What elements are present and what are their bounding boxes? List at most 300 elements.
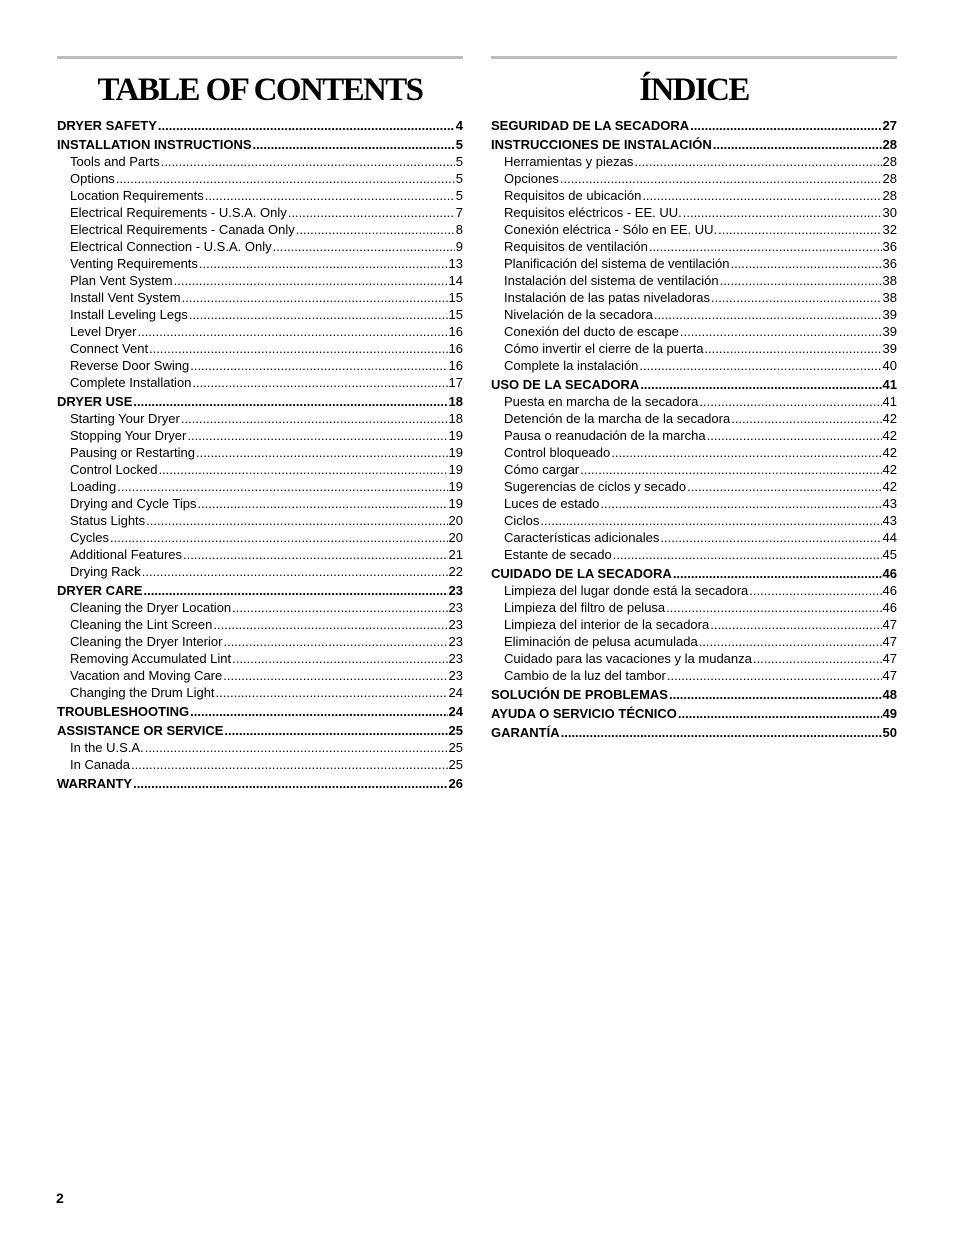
dot-leader bbox=[718, 221, 881, 238]
dot-leader bbox=[116, 170, 455, 187]
entry-label: Venting Requirements bbox=[70, 256, 198, 271]
entry-label: Cleaning the Lint Screen bbox=[70, 617, 213, 632]
dot-leader bbox=[639, 357, 881, 374]
dot-leader bbox=[707, 427, 882, 444]
toc-subentry bbox=[57, 427, 463, 444]
dot-leader bbox=[580, 461, 881, 478]
toc-subentry bbox=[491, 357, 897, 374]
dot-leader bbox=[713, 136, 882, 153]
entry-label: Requisitos de ubicación bbox=[504, 188, 642, 203]
dot-leader bbox=[223, 633, 447, 650]
toc-subentry bbox=[57, 667, 463, 684]
toc-subentry bbox=[491, 393, 897, 410]
entry-page-number: 20 bbox=[448, 530, 463, 545]
entry-label: Loading bbox=[70, 479, 117, 494]
entry-label: Vacation and Moving Care bbox=[70, 668, 223, 683]
entry-label: Opciones bbox=[504, 171, 559, 186]
toc-subentry bbox=[491, 272, 897, 289]
entry-page-number: 9 bbox=[455, 239, 463, 254]
toc-subentry bbox=[491, 221, 897, 238]
entry-label: Requisitos de ventilación bbox=[504, 239, 648, 254]
dot-leader bbox=[192, 374, 447, 391]
entry-page-number: 32 bbox=[882, 222, 897, 237]
dot-leader bbox=[223, 667, 447, 684]
entry-label: Nivelación de la secadora bbox=[504, 307, 653, 322]
entry-label: ASSISTANCE OR SERVICE bbox=[57, 723, 224, 738]
entry-page-number: 23 bbox=[448, 668, 463, 683]
entry-label: DRYER CARE bbox=[57, 583, 143, 598]
dot-leader bbox=[190, 703, 447, 720]
toc-subentry bbox=[491, 204, 897, 221]
entry-page-number: 46 bbox=[882, 600, 897, 615]
entry-label: Install Vent System bbox=[70, 290, 181, 305]
toc-subentry bbox=[57, 272, 463, 289]
entry-label: Cambio de la luz del tambor bbox=[504, 668, 666, 683]
entry-label: Pausing or Restarting bbox=[70, 445, 196, 460]
entry-page-number: 18 bbox=[448, 394, 463, 409]
entry-page-number: 38 bbox=[882, 273, 897, 288]
entry-page-number: 26 bbox=[448, 776, 463, 791]
entry-label: Cycles bbox=[70, 530, 110, 545]
dot-leader bbox=[224, 722, 447, 739]
entry-page-number: 49 bbox=[882, 706, 897, 721]
toc-subentry bbox=[57, 684, 463, 701]
toc-section-entry bbox=[57, 582, 463, 599]
dot-leader bbox=[649, 238, 882, 255]
toc-subentry bbox=[491, 461, 897, 478]
entry-page-number: 24 bbox=[448, 685, 463, 700]
entry-page-number: 7 bbox=[455, 205, 463, 220]
entry-label: Sugerencias de ciclos y secado bbox=[504, 479, 687, 494]
entry-label: SEGURIDAD DE LA SECADORA bbox=[491, 118, 690, 133]
entry-label: SOLUCIÓN DE PROBLEMAS bbox=[491, 687, 668, 702]
entry-page-number: 41 bbox=[882, 377, 897, 392]
entry-page-number: 5 bbox=[455, 171, 463, 186]
entry-label: Complete la instalación bbox=[504, 358, 639, 373]
entry-page-number: 45 bbox=[882, 547, 897, 562]
dot-leader bbox=[182, 289, 448, 306]
dot-leader bbox=[687, 478, 881, 495]
entry-label: WARRANTY bbox=[57, 776, 133, 791]
dot-leader bbox=[133, 775, 447, 792]
entry-label: Plan Vent System bbox=[70, 273, 173, 288]
entry-page-number: 19 bbox=[448, 496, 463, 511]
entry-label: Electrical Requirements - Canada Only bbox=[70, 222, 295, 237]
dot-leader bbox=[720, 272, 882, 289]
dot-leader bbox=[640, 376, 881, 393]
dot-leader bbox=[197, 495, 447, 512]
toc-subentry bbox=[491, 582, 897, 599]
toc-subentry bbox=[491, 238, 897, 255]
entry-page-number: 43 bbox=[882, 496, 897, 511]
dot-leader bbox=[654, 306, 882, 323]
dot-leader bbox=[146, 512, 447, 529]
entry-label: Reverse Door Swing bbox=[70, 358, 190, 373]
dot-leader bbox=[673, 565, 882, 582]
dot-leader bbox=[183, 546, 448, 563]
dot-leader bbox=[174, 272, 448, 289]
top-rule bbox=[491, 56, 897, 59]
toc-section-entry bbox=[57, 136, 463, 153]
dot-leader bbox=[642, 187, 881, 204]
toc-subentry bbox=[491, 170, 897, 187]
entry-page-number: 25 bbox=[448, 740, 463, 755]
entry-label: Cleaning the Dryer Location bbox=[70, 600, 232, 615]
entry-page-number: 23 bbox=[448, 634, 463, 649]
entry-label: Removing Accumulated Lint bbox=[70, 651, 232, 666]
entry-page-number: 44 bbox=[882, 530, 897, 545]
page-number: 2 bbox=[56, 1190, 64, 1206]
entry-page-number: 23 bbox=[448, 617, 463, 632]
toc-section-entry bbox=[491, 724, 897, 741]
entry-page-number: 42 bbox=[882, 462, 897, 477]
entry-label: TROUBLESHOOTING bbox=[57, 704, 190, 719]
entry-page-number: 21 bbox=[448, 547, 463, 562]
entry-label: In Canada bbox=[70, 757, 130, 772]
toc-subentry bbox=[491, 650, 897, 667]
dot-leader bbox=[704, 340, 881, 357]
entry-page-number: 16 bbox=[448, 341, 463, 356]
dot-leader bbox=[110, 529, 448, 546]
entry-label: Conexión del ducto de escape bbox=[504, 324, 679, 339]
entry-page-number: 24 bbox=[448, 704, 463, 719]
toc-subentry bbox=[57, 255, 463, 272]
entry-page-number: 47 bbox=[882, 668, 897, 683]
dot-leader bbox=[611, 444, 881, 461]
toc-subentry bbox=[57, 495, 463, 512]
dot-leader bbox=[667, 667, 882, 684]
entry-page-number: 30 bbox=[882, 205, 897, 220]
toc-section-entry bbox=[57, 722, 463, 739]
entry-label: In the U.S.A. bbox=[70, 740, 144, 755]
entry-label: Stopping Your Dryer bbox=[70, 428, 187, 443]
entry-label: Limpieza del lugar donde está la secadora bbox=[504, 583, 749, 598]
dot-leader bbox=[753, 650, 882, 667]
toc-subentry bbox=[491, 444, 897, 461]
entry-page-number: 18 bbox=[448, 411, 463, 426]
entry-page-number: 41 bbox=[882, 394, 897, 409]
top-rule bbox=[57, 56, 463, 59]
entry-page-number: 47 bbox=[882, 634, 897, 649]
dot-leader bbox=[683, 204, 882, 221]
dot-leader bbox=[666, 599, 881, 616]
toc-subentry bbox=[57, 461, 463, 478]
toc-subentry bbox=[57, 739, 463, 756]
entry-label: Instalación del sistema de ventilación bbox=[504, 273, 719, 288]
toc-section-entry bbox=[57, 393, 463, 410]
toc-section-entry bbox=[491, 705, 897, 722]
dot-leader bbox=[710, 616, 881, 633]
entry-page-number: 47 bbox=[882, 617, 897, 632]
entry-page-number: 22 bbox=[448, 564, 463, 579]
entry-page-number: 19 bbox=[448, 445, 463, 460]
dot-leader bbox=[158, 117, 455, 134]
entry-label: Connect Vent bbox=[70, 341, 149, 356]
toc-subentry bbox=[57, 374, 463, 391]
dot-leader bbox=[711, 289, 882, 306]
toc-subentry bbox=[491, 667, 897, 684]
toc-section-entry bbox=[57, 703, 463, 720]
english-toc-column bbox=[57, 56, 463, 792]
entry-label: Complete Installation bbox=[70, 375, 192, 390]
toc-subentry bbox=[491, 495, 897, 512]
entry-label: Cómo cargar bbox=[504, 462, 580, 477]
toc-subentry bbox=[57, 323, 463, 340]
dot-leader bbox=[133, 393, 447, 410]
entry-page-number: 17 bbox=[448, 375, 463, 390]
entry-page-number: 40 bbox=[882, 358, 897, 373]
entry-label: Tools and Parts bbox=[70, 154, 160, 169]
toc-subentry bbox=[57, 563, 463, 580]
entry-page-number: 47 bbox=[882, 651, 897, 666]
toc-subentry bbox=[491, 427, 897, 444]
dot-leader bbox=[680, 323, 882, 340]
dot-leader bbox=[145, 739, 448, 756]
dot-leader bbox=[699, 633, 882, 650]
entry-label: Control bloqueado bbox=[504, 445, 611, 460]
dot-leader bbox=[158, 461, 447, 478]
dot-leader bbox=[189, 306, 448, 323]
dot-leader bbox=[161, 153, 455, 170]
entry-page-number: 15 bbox=[448, 290, 463, 305]
entry-label: Requisitos eléctricos - EE. UU. bbox=[504, 205, 682, 220]
toc-subentry bbox=[57, 478, 463, 495]
entry-label: GARANTÍA bbox=[491, 725, 560, 740]
entry-label: Eliminación de pelusa acumulada bbox=[504, 634, 698, 649]
toc-subentry bbox=[491, 340, 897, 357]
toc-subentry bbox=[491, 478, 897, 495]
toc-subentry bbox=[57, 633, 463, 650]
entry-page-number: 25 bbox=[448, 757, 463, 772]
dot-leader bbox=[196, 444, 448, 461]
dot-leader bbox=[600, 495, 881, 512]
dot-leader bbox=[669, 686, 882, 703]
entry-page-number: 19 bbox=[448, 428, 463, 443]
page-title: TABLE OF CONTENTS bbox=[97, 72, 423, 108]
toc-subentry bbox=[491, 255, 897, 272]
dot-leader bbox=[634, 153, 881, 170]
toc-subentry bbox=[57, 410, 463, 427]
entry-page-number: 36 bbox=[882, 239, 897, 254]
entry-label: Características adicionales bbox=[504, 530, 660, 545]
entry-page-number: 28 bbox=[882, 188, 897, 203]
toc-subentry bbox=[57, 756, 463, 773]
entry-label: Cómo invertir el cierre de la puerta bbox=[504, 341, 704, 356]
entry-label: Status Lights bbox=[70, 513, 146, 528]
toc-subentry bbox=[491, 289, 897, 306]
dot-leader bbox=[730, 255, 881, 272]
entry-page-number: 36 bbox=[882, 256, 897, 271]
entry-page-number: 38 bbox=[882, 290, 897, 305]
entry-page-number: 14 bbox=[448, 273, 463, 288]
entry-label: Ciclos bbox=[504, 513, 540, 528]
entry-page-number: 43 bbox=[882, 513, 897, 528]
entry-page-number: 39 bbox=[882, 324, 897, 339]
toc-subentry bbox=[491, 599, 897, 616]
dot-leader bbox=[232, 650, 447, 667]
entry-label: Puesta en marcha de la secadora bbox=[504, 394, 699, 409]
entry-page-number: 5 bbox=[455, 188, 463, 203]
toc-subentry bbox=[57, 153, 463, 170]
entry-label: AYUDA O SERVICIO TÉCNICO bbox=[491, 706, 677, 721]
entry-page-number: 16 bbox=[448, 324, 463, 339]
dot-leader bbox=[137, 323, 447, 340]
entry-page-number: 23 bbox=[448, 583, 463, 598]
toc-subentry bbox=[57, 306, 463, 323]
spanish-toc-column bbox=[491, 56, 897, 741]
toc-list bbox=[491, 117, 897, 741]
entry-label: Control Locked bbox=[70, 462, 158, 477]
dot-leader bbox=[273, 238, 455, 255]
entry-label: Limpieza del filtro de pelusa bbox=[504, 600, 666, 615]
entry-page-number: 23 bbox=[448, 651, 463, 666]
entry-page-number: 5 bbox=[455, 137, 463, 152]
toc-subentry bbox=[57, 289, 463, 306]
toc-subentry bbox=[491, 323, 897, 340]
entry-page-number: 25 bbox=[448, 723, 463, 738]
toc-subentry bbox=[491, 512, 897, 529]
entry-page-number: 42 bbox=[882, 411, 897, 426]
entry-page-number: 42 bbox=[882, 479, 897, 494]
entry-label: USO DE LA SECADORA bbox=[491, 377, 640, 392]
toc-subentry bbox=[57, 170, 463, 187]
dot-leader bbox=[213, 616, 447, 633]
entry-label: CUIDADO DE LA SECADORA bbox=[491, 566, 672, 581]
entry-label: Estante de secado bbox=[504, 547, 612, 562]
dot-leader bbox=[117, 478, 447, 495]
entry-page-number: 42 bbox=[882, 445, 897, 460]
entry-label: DRYER USE bbox=[57, 394, 133, 409]
toc-subentry bbox=[491, 306, 897, 323]
entry-label: Electrical Connection - U.S.A. Only bbox=[70, 239, 272, 254]
toc-section-entry bbox=[57, 775, 463, 792]
entry-label: DRYER SAFETY bbox=[57, 118, 157, 133]
toc-subentry bbox=[57, 444, 463, 461]
entry-label: Options bbox=[70, 171, 115, 186]
toc-section-entry bbox=[57, 117, 463, 134]
entry-page-number: 50 bbox=[882, 725, 897, 740]
toc-section-entry bbox=[491, 686, 897, 703]
toc-subentry bbox=[491, 529, 897, 546]
dot-leader bbox=[690, 117, 881, 134]
entry-page-number: 23 bbox=[448, 600, 463, 615]
entry-label: Level Dryer bbox=[70, 324, 137, 339]
toc-subentry bbox=[57, 187, 463, 204]
toc-list bbox=[57, 117, 463, 792]
toc-subentry bbox=[57, 546, 463, 563]
dot-leader bbox=[288, 204, 455, 221]
entry-page-number: 15 bbox=[448, 307, 463, 322]
toc-subentry bbox=[491, 187, 897, 204]
dot-leader bbox=[232, 599, 447, 616]
dot-leader bbox=[540, 512, 881, 529]
entry-label: Electrical Requirements - U.S.A. Only bbox=[70, 205, 287, 220]
dot-leader bbox=[131, 756, 448, 773]
entry-page-number: 39 bbox=[882, 307, 897, 322]
dot-leader bbox=[205, 187, 455, 204]
toc-subentry bbox=[491, 546, 897, 563]
entry-label: Location Requirements bbox=[70, 188, 204, 203]
dot-leader bbox=[190, 357, 447, 374]
toc-subentry bbox=[57, 599, 463, 616]
dot-leader bbox=[253, 136, 455, 153]
entry-label: Changing the Drum Light bbox=[70, 685, 215, 700]
entry-label: Conexión eléctrica - Sólo en EE. UU. bbox=[504, 222, 718, 237]
entry-label: Herramientas y piezas bbox=[504, 154, 634, 169]
entry-label: INSTALLATION INSTRUCTIONS bbox=[57, 137, 252, 152]
dot-leader bbox=[187, 427, 447, 444]
entry-label: Cuidado para las vacaciones y la mudanza bbox=[504, 651, 752, 666]
entry-label: Additional Features bbox=[70, 547, 183, 562]
entry-page-number: 39 bbox=[882, 341, 897, 356]
toc-subentry bbox=[57, 238, 463, 255]
toc-subentry bbox=[491, 153, 897, 170]
dot-leader bbox=[181, 410, 448, 427]
toc-subentry bbox=[57, 340, 463, 357]
toc-section-entry bbox=[491, 565, 897, 582]
entry-page-number: 19 bbox=[448, 479, 463, 494]
toc-subentry bbox=[491, 410, 897, 427]
entry-label: Drying Rack bbox=[70, 564, 141, 579]
toc-subentry bbox=[57, 204, 463, 221]
dot-leader bbox=[143, 582, 447, 599]
dot-leader bbox=[678, 705, 882, 722]
entry-page-number: 19 bbox=[448, 462, 463, 477]
entry-page-number: 20 bbox=[448, 513, 463, 528]
entry-label: INSTRUCCIONES DE INSTALACIÓN bbox=[491, 137, 712, 152]
entry-label: Luces de estado bbox=[504, 496, 600, 511]
dot-leader bbox=[216, 684, 448, 701]
toc-subentry bbox=[57, 512, 463, 529]
entry-page-number: 13 bbox=[448, 256, 463, 271]
dot-leader bbox=[142, 563, 448, 580]
dot-leader bbox=[296, 221, 455, 238]
dot-leader bbox=[199, 255, 448, 272]
toc-subentry bbox=[57, 221, 463, 238]
dot-leader bbox=[660, 529, 881, 546]
entry-page-number: 42 bbox=[882, 428, 897, 443]
entry-page-number: 28 bbox=[882, 154, 897, 169]
dot-leader bbox=[731, 410, 881, 427]
entry-page-number: 46 bbox=[882, 566, 897, 581]
entry-page-number: 5 bbox=[455, 154, 463, 169]
toc-subentry bbox=[57, 616, 463, 633]
entry-label: Limpieza del interior de la secadora bbox=[504, 617, 710, 632]
dot-leader bbox=[613, 546, 882, 563]
toc-subentry bbox=[491, 616, 897, 633]
entry-label: Planificación del sistema de ventilación bbox=[504, 256, 730, 271]
entry-page-number: 4 bbox=[455, 118, 463, 133]
entry-label: Pausa o reanudación de la marcha bbox=[504, 428, 706, 443]
dot-leader bbox=[699, 393, 881, 410]
toc-subentry bbox=[57, 650, 463, 667]
dot-leader bbox=[560, 170, 882, 187]
toc-section-entry bbox=[491, 376, 897, 393]
dot-leader bbox=[749, 582, 881, 599]
entry-page-number: 28 bbox=[882, 137, 897, 152]
entry-label: Drying and Cycle Tips bbox=[70, 496, 197, 511]
entry-page-number: 48 bbox=[882, 687, 897, 702]
entry-page-number: 27 bbox=[882, 118, 897, 133]
toc-subentry bbox=[57, 529, 463, 546]
entry-page-number: 8 bbox=[455, 222, 463, 237]
toc-section-entry bbox=[491, 136, 897, 153]
dot-leader bbox=[149, 340, 447, 357]
toc-section-entry bbox=[491, 117, 897, 134]
entry-label: Cleaning the Dryer Interior bbox=[70, 634, 223, 649]
page-title: ÍNDICE bbox=[639, 72, 749, 108]
entry-label: Starting Your Dryer bbox=[70, 411, 180, 426]
